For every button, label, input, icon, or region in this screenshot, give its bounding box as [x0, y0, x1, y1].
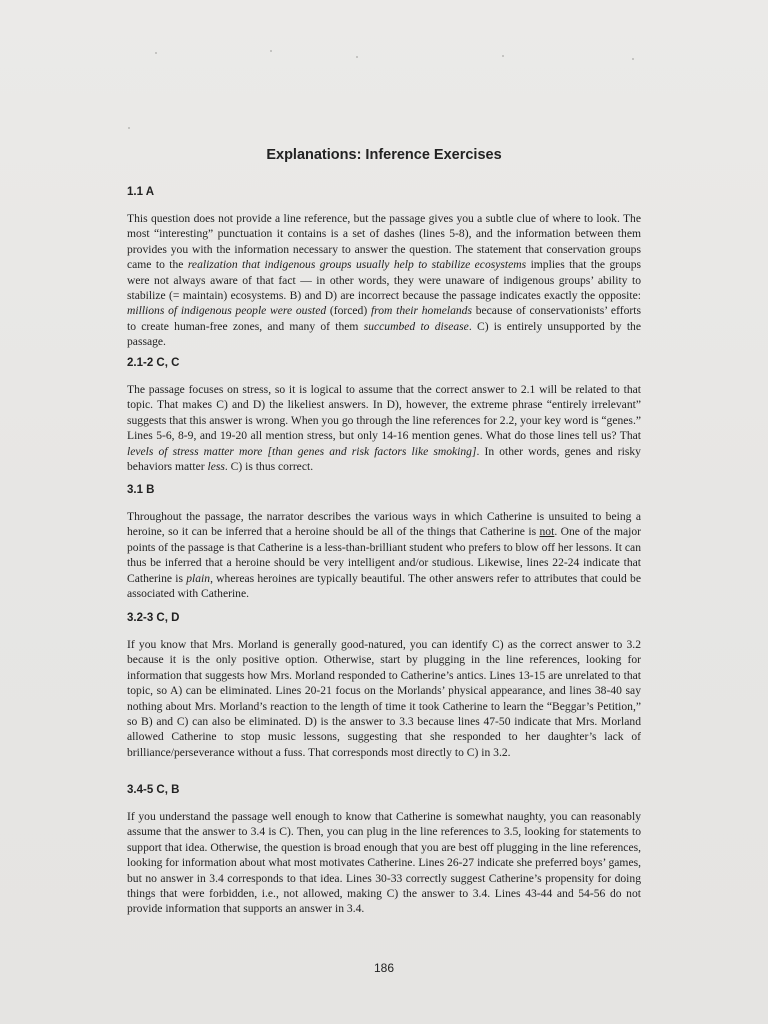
- section-heading: 3.4-5 C, B: [127, 784, 180, 796]
- emphasized-text: realization that indigenous groups usually help to stabilize ecosystems: [187, 258, 527, 272]
- page-number: 186: [373, 961, 395, 975]
- scan-speck: [155, 52, 157, 54]
- explanation-section-2-1-2: [127, 357, 641, 474]
- page-title: Explanations: Inference Exercises: [266, 147, 502, 163]
- emphasized-text: less: [207, 460, 225, 474]
- section-body: If you understand the passage well enough to know that Catherine is somewhat naughty, you can reasonably assume that the answer to 3.4 is C). Then, you can plug in the line references to 3.5, looking for statements to support that idea. Otherwise, the question is broad enough that you are best off plugging in the line references, looking for information about what most motivates Catherine. Lines 26-27 indicate she preferred boys’ games, but no answer in 3.4 corresponds to that idea. Lines 30-33 correctly suggest Catherine’s propensity for doing things that were forbidden, i.e., not allowed, making C) the answer to 3.4. Lines 43-44 and 54-56 do not provide information that supports an answer in 3.4.: [127, 810, 641, 916]
- section-heading: 2.1-2 C, C: [127, 357, 180, 369]
- section-heading: 1.1 A: [127, 186, 155, 198]
- section-heading: 3.2-3 C, D: [127, 612, 180, 624]
- explanation-section-3-1: [127, 484, 641, 601]
- section-body: This question does not provide a line reference, but the passage gives you a subtle clue of where to look. The most “interesting” punctuation it contains is a set of dashes (lines 5-8), and the information between them provides you with the information necessary to answer the question. The statement that conservation groups came to the realization that indigenous groups usually help to stabilize ecosystems implies that the groups were not always aware of that fact — in other words, they were unaware of indigenous groups’ ability to stabilize (= maintain) ecosystems. B) and D) are incorrect because the passage indicates exactly the opposite: millions of indigenous people were ousted (forced) from their homelands because of conservationists’ efforts to create human-free zones, and many of them succumbed to disease. C) is entirely unsupported by the passage.: [127, 212, 642, 349]
- emphasized-text: levels of stress matter more [than genes and risk factors like smoking]: [127, 444, 477, 458]
- emphasized-text: succumbed to disease: [363, 319, 469, 333]
- emphasized-text: millions of indigenous people were ousted: [127, 304, 327, 318]
- section-body: Throughout the passage, the narrator describes the various ways in which Catherine is unsuited to being a heroine, so it can be inferred that a heroine should be all of the things that Catherine is not. One of the major points of the passage is that Catherine is a less-than-brilliant student who prefers to blow off her lessons. It can thus be inferred that a heroine should be very intelligent and/or studious. Likewise, lines 22-24 indicate that Catherine is plain, whereas heroines are typically beautiful. The other answers refer to attributes that could be associated with Catherine.: [127, 510, 642, 601]
- scan-speck: [270, 50, 272, 52]
- scan-speck: [502, 55, 504, 57]
- scan-speck: [356, 56, 358, 58]
- section-body: If you know that Mrs. Morland is generally good-natured, you can identify C) as the correct answer to 3.2 because it is the only positive option. Otherwise, start by plugging in the line references, looking for information that suggests how Mrs. Morland responded to Catherine’s antics. Lines 13-15 are unrelated to that topic, so A) can be eliminated. Lines 20-21 focus on the Morlands’ physical appearance, and lines 38-40 say nothing about Mrs. Morland’s reaction to the length of time it took Catherine to learn the “Beggar’s Petition,” so B) and C) can also be eliminated. D) is the answer to 3.3 because lines 47-50 indicate that Mrs. Morland allowed Catherine to stop music lessons, suggesting that she responded to her daughter’s lack of brilliance/perseverance without a fuss. That corresponds most directly to C) in 3.2.: [127, 638, 641, 759]
- emphasized-text: from their homelands: [370, 304, 472, 318]
- section-heading: 3.1 B: [127, 484, 155, 496]
- emphasized-text: plain: [186, 571, 211, 585]
- section-body: The passage focuses on stress, so it is logical to assume that the correct answer to 2.1 will be related to that topic. That makes C) and D) the likeliest answers. In D), however, the extreme phrase “entirely irrelevant” suggests that this answer is wrong. When you go through the line references for 2.2, your key word is “genes.” Lines 5-6, 8-9, and 19-20 all mention stress, but only 14-16 mention genes. What do those lines tell us? That levels of stress matter more [than genes and risk factors like smoking]. In other words, genes and risky behaviors matter less. C) is thus correct.: [127, 383, 641, 474]
- underlined-text: not: [539, 525, 555, 539]
- scan-speck: [632, 58, 634, 60]
- scan-speck: [128, 127, 130, 129]
- explanation-section-3-2-3: [127, 612, 641, 760]
- explanation-section-1-1: [127, 186, 641, 350]
- explanation-section-3-4-5: [127, 784, 641, 917]
